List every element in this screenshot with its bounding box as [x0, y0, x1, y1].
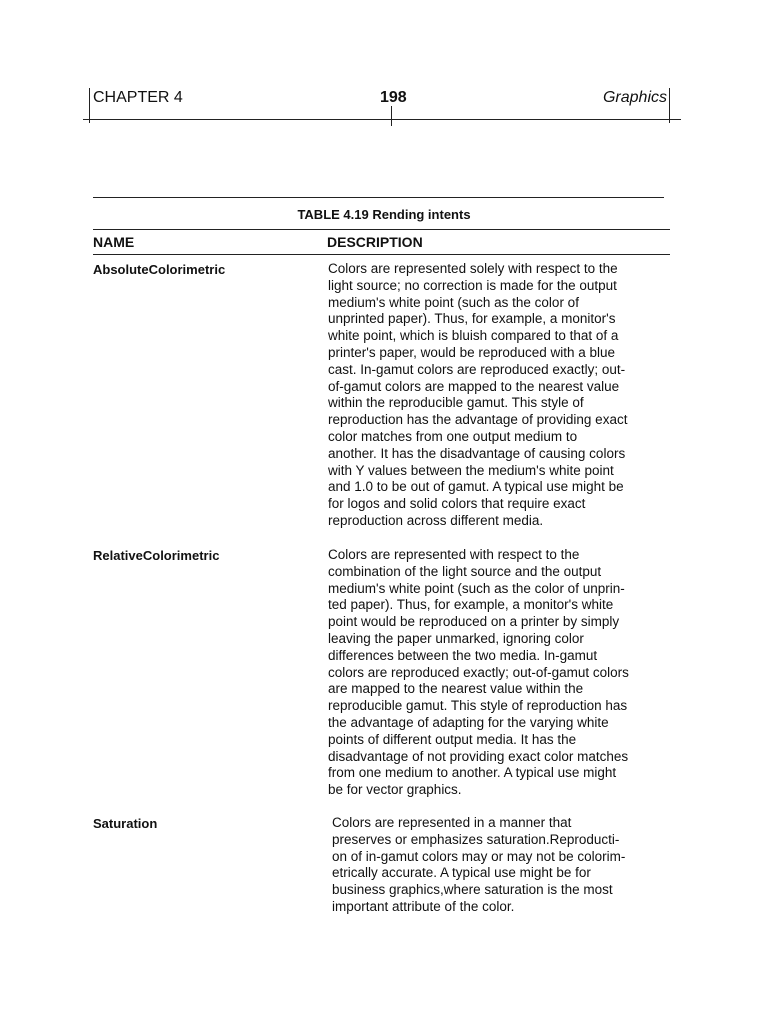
- row-name-saturation: Saturation: [93, 816, 158, 831]
- row-name-relative-colorimetric: RelativeColorimetric: [93, 548, 220, 563]
- row-name-absolute-colorimetric: AbsoluteColorimetric: [93, 262, 226, 277]
- table-title: TABLE 4.19 Rending intents: [297, 207, 471, 222]
- page-number: 198: [380, 89, 407, 106]
- header-left-tick: [89, 88, 90, 123]
- section-title: Graphics: [602, 89, 667, 106]
- chapter-label: CHAPTER 4: [93, 89, 183, 106]
- column-header-description: DESCRIPTION: [327, 234, 423, 250]
- row-description-saturation: Colors are represented in a manner that preserves or emphasizes saturation.Reproducti- on of in-gamut colors may or may not be colorim- etrically accurate. A typical use might be for business graphics,where saturation is the most important attribute of the color.: [332, 815, 626, 914]
- table-header-rule: [93, 254, 670, 255]
- column-header-name: NAME: [93, 234, 135, 250]
- page-header: [0, 0, 768, 130]
- row-description-absolute-colorimetric: Colors are represented solely with respect to the light source; no correction is made for the output medium's white point (such as the color of unprinted paper). Thus, for example, a monitor's white point, which is bluish compared to that of a printer's paper, would be reproduced with a blue cast. In-gamut colors are reproduced exactly; out- of-gamut colors are mapped to the nearest value within the reproducible gamut. This style of reproduction has the advantage of providing exact color matches from one output medium to another. It has the disadvantage of causing colors with Y values between the medium's white point and 1.0 to be out of gamut. A typical use might be for logos and solid colors that require exact reproduction across different media.: [328, 261, 628, 528]
- table-title-rule: [93, 229, 670, 230]
- header-right-tick: [669, 88, 670, 123]
- row-description-relative-colorimetric: Colors are represented with respect to the combination of the light source and the output medium's white point (such as the color of unprin- ted paper). Thus, for example, a monitor's white point would be reproduced on a printer by simply leaving the paper unmarked, ignoring color differences between the two media. In-gamut colors are reproduced exactly; out-of-gamut colors are mapped to the nearest value within the reproducible gamut. This style of reproduction has the advantage of adapting for the varying white points of different output media. It has the disadvantage of not providing exact color matches from one medium to another. A typical use might be for vector graphics.: [328, 547, 629, 798]
- header-rule: [83, 119, 681, 120]
- table-top-rule: [93, 197, 664, 198]
- header-center-tick: [391, 106, 392, 126]
